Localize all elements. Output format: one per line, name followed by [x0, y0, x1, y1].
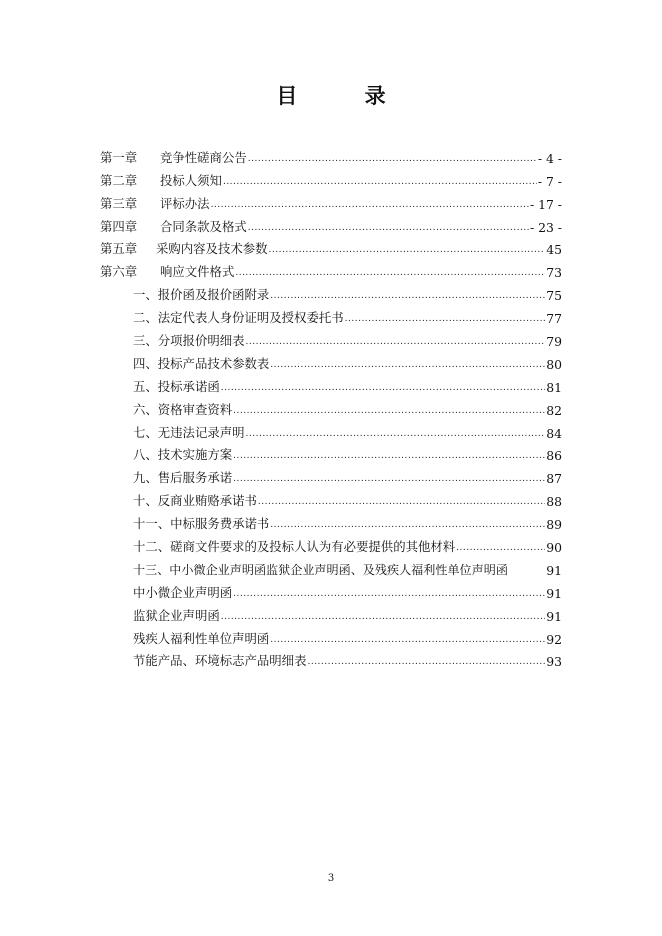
section-title: 监狱企业声明函: [133, 607, 220, 623]
dot-leader: [345, 312, 546, 326]
page-ref: 90: [546, 540, 562, 556]
page-ref: 82: [546, 402, 562, 418]
section-title: 残疾人福利性单位声明函: [133, 630, 270, 646]
section-title: 二、法定代表人身份证明及授权委托书: [133, 310, 344, 326]
page-ref: 91: [546, 562, 562, 578]
section-title: 十二、磋商文件要求的及投标人认为有必要提供的其他材料: [133, 539, 456, 555]
chapter-title: 采购内容及技术参数: [156, 241, 268, 257]
page-ref: 86: [546, 448, 562, 464]
toc-section-row[interactable]: [100, 624, 562, 647]
dot-leader: [233, 472, 545, 486]
dot-leader: [233, 404, 545, 418]
chapter-title: 合同条款及格式: [160, 218, 247, 234]
toc-chapter-row[interactable]: [100, 212, 562, 235]
section-title: 四、投标产品技术参数表: [133, 355, 270, 371]
toc-section-row[interactable]: [100, 509, 562, 532]
page-ref: 77: [546, 311, 562, 327]
toc-section-row[interactable]: [100, 486, 562, 509]
table-of-contents: [100, 143, 562, 669]
section-title: 中小微企业声明函: [133, 584, 233, 600]
page-ref: 75: [546, 288, 562, 304]
toc-section-row[interactable]: [100, 532, 562, 555]
page-ref: 84: [546, 425, 562, 441]
page-ref: - 17 -: [529, 196, 562, 212]
toc-section-row[interactable]: [100, 555, 562, 578]
dot-leader: [221, 381, 545, 395]
dot-leader: [270, 518, 545, 532]
toc-section-row[interactable]: [100, 578, 562, 601]
dot-leader: [246, 427, 546, 441]
toc-section-row[interactable]: [100, 418, 562, 441]
chapter-number: 第五章: [100, 241, 138, 257]
dot-leader: [248, 221, 529, 235]
page-ref: 80: [546, 356, 562, 372]
page-ref: 89: [546, 517, 562, 533]
dot-leader: [307, 655, 545, 669]
dot-leader: [258, 495, 545, 509]
toc-section-row[interactable]: [100, 395, 562, 418]
page-number: 3: [327, 873, 335, 884]
toc-section-row[interactable]: [100, 280, 562, 303]
page-ref: 81: [546, 379, 562, 395]
toc-section-row[interactable]: [100, 647, 562, 670]
page-ref: - 23 -: [529, 219, 562, 235]
page-ref: 79: [546, 334, 562, 350]
page-title: 目 录: [276, 83, 416, 108]
page-ref: 87: [546, 471, 562, 487]
dot-leader: [223, 175, 537, 189]
dot-leader: [211, 198, 529, 212]
toc-section-row[interactable]: [100, 349, 562, 372]
toc-chapter-row[interactable]: [100, 257, 562, 280]
toc-chapter-row[interactable]: [100, 143, 562, 166]
toc-section-row[interactable]: [100, 463, 562, 486]
chapter-number: 第六章: [100, 264, 138, 280]
chapter-number: 第一章: [100, 149, 138, 165]
section-title: 节能产品、环境标志产品明细表: [133, 653, 307, 669]
dot-leader: [235, 266, 545, 280]
dot-leader: [456, 541, 545, 555]
dot-leader: [270, 289, 545, 303]
page-ref: 93: [546, 654, 562, 670]
dot-leader: [233, 449, 545, 463]
dot-leader: [246, 335, 546, 349]
page-ref: 91: [546, 608, 562, 624]
dot-leader: [221, 610, 545, 624]
dot-leader: [248, 152, 537, 166]
section-title: 十三、中小微企业声明函监狱企业声明函、及残疾人福利性单位声明函: [133, 562, 508, 577]
page-ref: 91: [546, 585, 562, 601]
chapter-title: 评标办法: [160, 195, 210, 211]
chapter-title: 投标人须知: [160, 172, 222, 188]
toc-section-row[interactable]: [100, 441, 562, 464]
page-ref: 92: [546, 631, 562, 647]
toc-chapter-row[interactable]: [100, 189, 562, 212]
chapter-number: 第二章: [100, 172, 138, 188]
section-title: 一、报价函及报价函附录: [133, 287, 270, 303]
toc-section-row[interactable]: [100, 372, 562, 395]
section-title: 六、资格审查资料: [133, 401, 233, 417]
chapter-title: 响应文件格式: [160, 264, 235, 280]
dot-leader: [233, 587, 545, 601]
dot-leader: [270, 358, 545, 372]
toc-section-row[interactable]: [100, 601, 562, 624]
section-title: 八、技术实施方案: [133, 447, 233, 463]
chapter-title: 竞争性磋商公告: [160, 149, 247, 165]
toc-chapter-row[interactable]: [100, 235, 562, 258]
chapter-number: 第四章: [100, 218, 138, 234]
chapter-number: 第三章: [100, 195, 138, 211]
section-title: 七、无违法记录声明: [133, 424, 245, 440]
page-ref: - 7 -: [537, 173, 562, 189]
section-title: 九、售后服务承诺: [133, 470, 233, 486]
toc-section-row[interactable]: [100, 326, 562, 349]
toc-chapter-row[interactable]: [100, 166, 562, 189]
dot-leader: [270, 633, 545, 647]
toc-section-row[interactable]: [100, 303, 562, 326]
section-title: 十一、中标服务费承诺书: [133, 516, 270, 532]
section-title: 十、反商业贿赂承诺书: [133, 493, 257, 509]
page-ref: 88: [546, 494, 562, 510]
section-title: 三、分项报价明细表: [133, 333, 245, 349]
page-ref: 73: [546, 265, 562, 281]
dot-leader: [269, 243, 546, 257]
page-ref: 45: [546, 242, 562, 258]
page-ref: - 4 -: [537, 150, 562, 166]
section-title: 五、投标承诺函: [133, 378, 220, 394]
